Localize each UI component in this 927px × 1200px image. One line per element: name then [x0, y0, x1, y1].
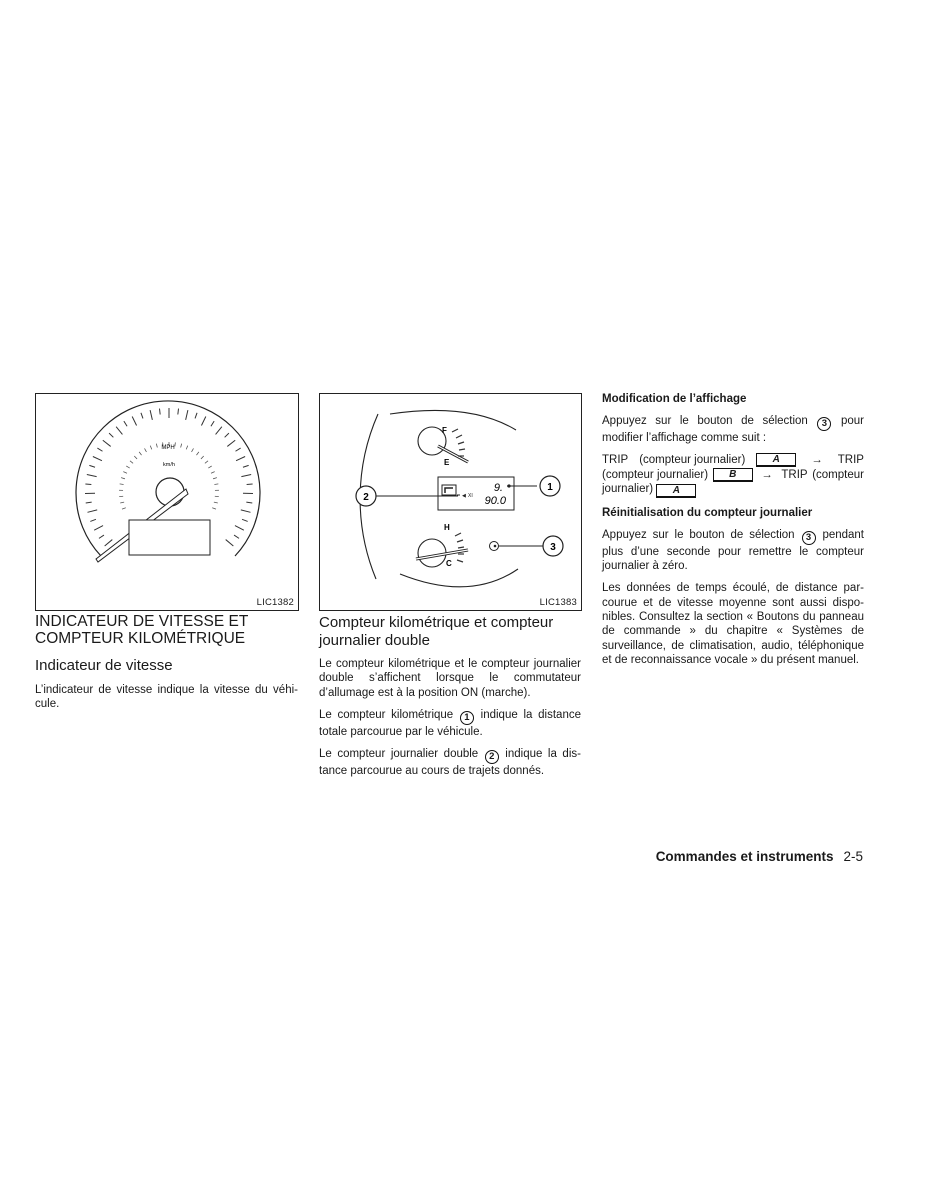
svg-text:◀: ◀: [462, 493, 466, 499]
bold-heading: Réinitialisation du compteur journalier: [602, 506, 813, 519]
speedo-tick: [241, 510, 251, 512]
speedo-inner-tick: [145, 448, 147, 451]
column-2: [319, 614, 581, 778]
paragraph-text: indique la distance parcourue au cours de trajets donnés.: [319, 748, 581, 778]
trip-text: TRIP: [781, 468, 808, 481]
paragraph: [602, 528, 864, 574]
speedo-tick: [90, 519, 96, 521]
speedo-tick: [216, 427, 222, 435]
speedo-inner-tick: [150, 446, 151, 450]
speedo-inner-tick: [196, 452, 198, 455]
subsection-heading: Indicateur de vitesse: [35, 657, 173, 674]
figure-rule: [319, 610, 581, 611]
speedo-tick: [236, 457, 245, 461]
kmh-label: km/h: [163, 462, 175, 468]
speedo-tick: [97, 448, 102, 451]
speedo-tick: [89, 465, 95, 467]
callout-2-label: 2: [363, 492, 369, 503]
trip-label-start: (compteur: [812, 468, 864, 481]
speedo-tick: [246, 502, 252, 503]
speedo-inner-tick: [130, 461, 133, 463]
key-a-icon: A: [656, 484, 696, 498]
speedo-inner-tick: [120, 502, 124, 503]
paragraph: L’indicateur de vitesse indique la vitesse du véhicule.: [35, 684, 298, 711]
figure-code: LIC1382: [256, 597, 294, 608]
speedo-inner-tick: [205, 461, 208, 463]
paragraph-text: Appuyez sur le bouton de sélection: [602, 415, 808, 427]
column-3: [602, 392, 864, 667]
speedo-tick: [103, 440, 111, 446]
speedo-inner-tick: [208, 466, 211, 468]
display-cycle: [602, 453, 864, 498]
paragraph: [319, 708, 581, 739]
lcd-line-2: 90.0: [484, 495, 506, 507]
speedo-inner-tick: [213, 478, 217, 479]
speedo-tick: [227, 440, 235, 446]
speedo-inner-tick: [212, 508, 216, 509]
speedo-inner-tick: [214, 484, 218, 485]
speedo-inner-tick: [175, 442, 176, 446]
paragraph-text: Appuyez sur le bouton de sélection: [602, 528, 795, 541]
speedo-inner-tick: [181, 444, 182, 448]
speedo-tick: [150, 410, 152, 420]
speedo-tick: [195, 413, 197, 419]
speedo-tick: [94, 526, 103, 531]
speedo-inner-tick: [214, 502, 218, 503]
speedo-tick: [109, 433, 113, 437]
subsection-heading: Compteur kilométrique et compteur journalier double: [319, 614, 554, 649]
paragraph-text: Le compteur kilométrique: [319, 708, 454, 721]
speedo-tick: [235, 526, 244, 531]
temp-hot-label: H: [444, 523, 450, 532]
speedo-tick: [116, 427, 122, 435]
speedo-inner-tick: [122, 508, 126, 509]
arrow-icon: →: [811, 454, 823, 467]
lcd-line-1: 9.: [493, 482, 503, 494]
speedo-tick: [225, 433, 229, 437]
trip-label-end: journalier): [602, 482, 654, 495]
callout-3-ref: 3: [802, 531, 816, 545]
callout-1-label: 1: [547, 482, 553, 493]
svg-text:XI: XI: [468, 493, 473, 499]
odometer-figure: [319, 393, 582, 611]
page-number: 2-5: [843, 849, 863, 864]
speedo-tick: [124, 421, 127, 426]
callout-3-ref: 3: [817, 417, 831, 431]
speedometer-illustration: [36, 394, 298, 610]
section-heading: INDICATEUR DE VITESSE ET COMPTEUR KILOMÉTRIQUE: [35, 613, 249, 647]
speedo-inner-tick: [201, 456, 204, 459]
fuel-full-label: F: [442, 426, 447, 435]
speedo-tick: [93, 457, 102, 461]
speedo-tick: [141, 413, 143, 419]
trip-label: (compteur journalier): [639, 454, 746, 467]
speedo-tick: [99, 535, 104, 538]
paragraph: [602, 414, 864, 445]
speedo-tick: [243, 465, 249, 467]
speedo-tick: [241, 475, 251, 477]
trip-text: TRIP: [602, 454, 629, 467]
speedo-tick: [247, 484, 253, 485]
speedo-tick: [186, 410, 188, 420]
speedo-inner-tick: [121, 478, 125, 479]
figure-code: LIC1383: [539, 597, 577, 608]
speedo-inner-tick: [186, 446, 187, 450]
column-1: [35, 613, 298, 712]
paragraph-text: pour modifier l’affichage comme suit :: [602, 415, 864, 444]
callout-1-ref: 1: [460, 711, 474, 725]
trip-text: TRIP: [837, 454, 864, 467]
speedo-tick: [87, 510, 97, 512]
paragraph: [319, 747, 581, 778]
mph-label: MPH: [161, 445, 175, 451]
trip-label: (compteur journalier): [602, 468, 709, 481]
speedo-inner-tick: [126, 466, 129, 468]
speedo-tick: [105, 540, 113, 546]
speedo-tick: [242, 519, 248, 521]
chapter-title: Commandes et instruments: [655, 849, 834, 864]
paragraph-text: Le compteur journalier double: [319, 748, 479, 761]
key-a-icon: A: [756, 453, 796, 467]
bold-heading: Modification de l’affichage: [602, 393, 747, 405]
speedo-tick: [87, 475, 97, 477]
paragraph-text: pendant plus d’une seconde pour remettre le compteur journalier à zéro.: [602, 528, 865, 573]
speedometer-figure: [35, 393, 299, 611]
speedo-inner-tick: [192, 448, 194, 451]
page-footer: [656, 849, 863, 864]
speedo-tick: [226, 540, 234, 546]
speedo-tick: [178, 409, 179, 415]
callout-3-label: 3: [550, 542, 556, 553]
temp-cold-label: C: [446, 559, 452, 568]
speedo-tick: [201, 417, 205, 426]
speedo-tick: [85, 484, 91, 485]
speedo-tick: [234, 535, 239, 538]
speedo-tick: [236, 448, 241, 451]
speedo-inner-tick: [120, 484, 124, 485]
arrow-icon: →: [761, 468, 773, 481]
fuel-empty-label: E: [444, 458, 450, 467]
speedo-inner-tick: [139, 452, 141, 455]
speedo-tick: [211, 421, 214, 426]
speedo-inner-tick: [134, 456, 137, 459]
callout-2-ref: 2: [485, 750, 499, 764]
paragraph: Les données de temps écoulé, de distance parcourue et de vitesse moyenne sont aussi disponibles. Consultez la section « Boutons du panneau de commande » du chapitre « Systèmes de surveillance, de climatisation, audio, téléphonique et de reconnaissance vocale » du présent manuel.: [602, 582, 864, 666]
speedo-inner-tick: [156, 444, 157, 448]
key-b-icon: B: [713, 468, 753, 482]
figure-rule: [35, 610, 298, 611]
odometer-illustration: [320, 394, 581, 610]
speedo-tick: [132, 417, 136, 426]
paragraph-text: indique la distance totale parcourue par le véhicule.: [319, 708, 581, 738]
speedo-tick: [86, 502, 92, 503]
speedo-inner-tick: [211, 472, 215, 474]
paragraph: Le compteur kilométrique et le compteur journalier double s’affichent lorsque le commutateur d’allumage est à la position ON (marche).: [319, 658, 581, 699]
speedo-tick: [159, 409, 160, 415]
speedo-inner-tick: [123, 472, 127, 474]
